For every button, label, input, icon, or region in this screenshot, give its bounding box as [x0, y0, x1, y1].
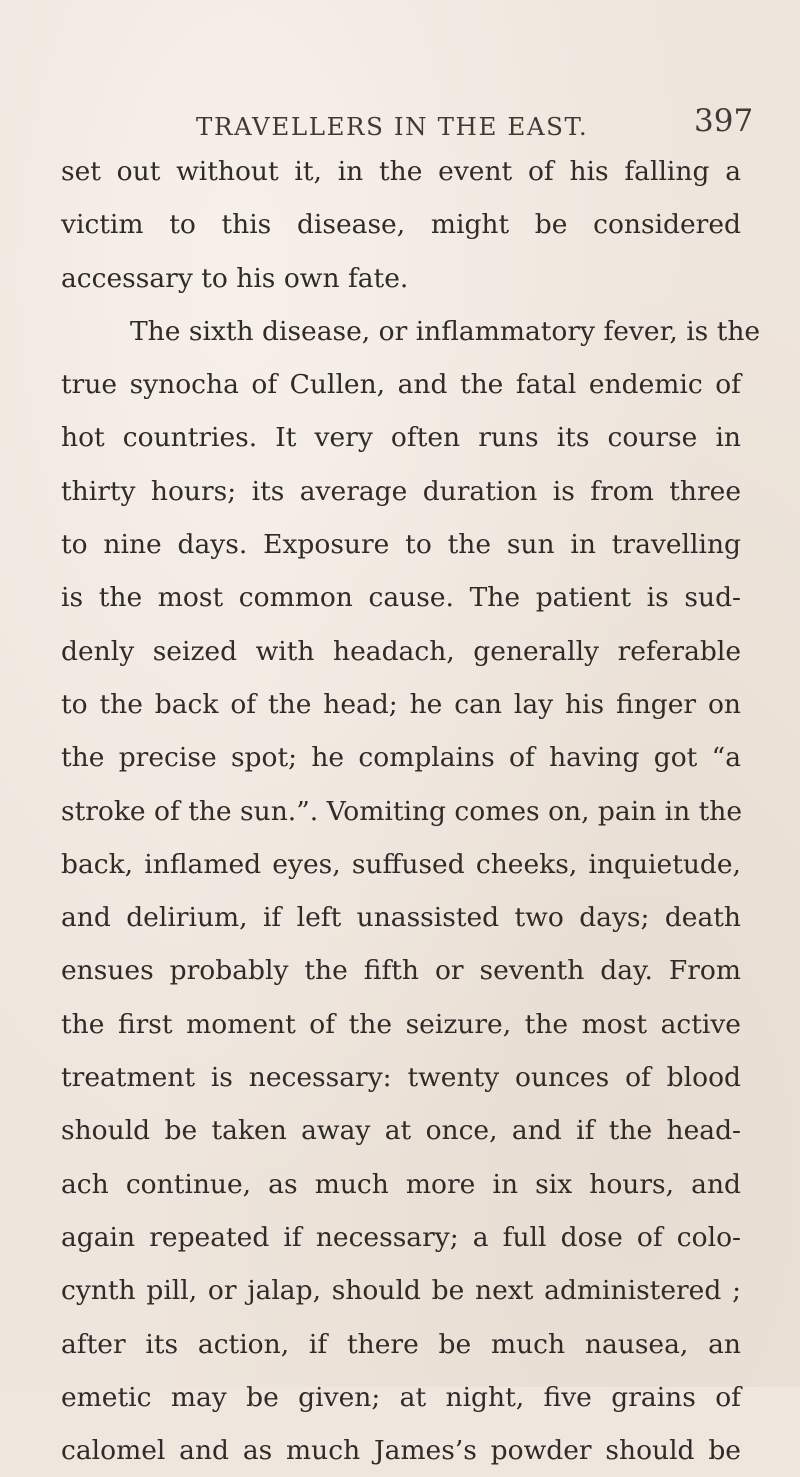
- text-line: to nine days. Exposure to the sun in travelling: [61, 529, 741, 561]
- text-line: ensues probably the fifth or seventh day. From: [61, 955, 741, 987]
- text-line: should be taken away at once, and if the head-: [61, 1115, 741, 1147]
- text-line: cynth pill, or jalap, should be next administered ;: [61, 1275, 741, 1307]
- text-line: set out without it, in the event of his falling a: [61, 156, 741, 187]
- text-line: the precise spot; he complains of having got “a: [61, 742, 741, 774]
- text-line: accessary to his own fate.: [61, 262, 409, 294]
- text-line: the first moment of the seizure, the most active: [61, 1008, 741, 1040]
- running-header: TRAVELLERS IN THE EAST.: [196, 112, 589, 141]
- text-line: denly seized with headach, generally referable: [61, 635, 741, 667]
- body-text: [61, 145, 761, 1477]
- text-line: stroke of the sun.”. Vomiting comes on, pain in the: [61, 795, 743, 827]
- text-line: to the back of the head; he can lay his finger on: [61, 688, 741, 720]
- text-line: calomel and as much James’s powder should be: [61, 1435, 741, 1467]
- text-line: thirty hours; its average duration is from three: [61, 475, 741, 507]
- text-line: victim to this disease, might be considered: [61, 209, 741, 241]
- text-line: is the most common cause. The patient is sud-: [61, 582, 741, 614]
- text-line: emetic may be given; at night, five grains of: [61, 1381, 741, 1413]
- paragraph-start-line: The sixth disease, or inflammatory fever, is the: [130, 315, 761, 347]
- text-line: after its action, if there be much nausea, an: [61, 1328, 741, 1360]
- text-line: ach continue, as much more in six hours, and: [61, 1168, 741, 1200]
- page-number: 397: [694, 103, 754, 139]
- text-line: true synocha of Cullen, and the fatal endemic of: [61, 369, 741, 401]
- text-line: treatment is necessary: twenty ounces of blood: [61, 1062, 741, 1094]
- text-line: again repeated if necessary; a full dose of colo-: [61, 1221, 741, 1253]
- text-line: back, inflamed eyes, suffused cheeks, inquietude,: [61, 848, 741, 880]
- text-line: and delirium, if left unassisted two days; death: [61, 902, 741, 934]
- text-line: hot countries. It very often runs its course in: [61, 422, 741, 454]
